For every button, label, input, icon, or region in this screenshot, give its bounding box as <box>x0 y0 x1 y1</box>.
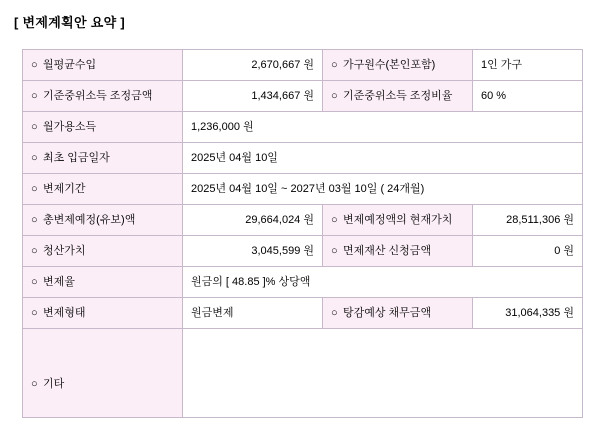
row-value-repayment-period: 2025년 04월 10일 ~ 2027년 03월 10일 ( 24개월) <box>183 174 583 205</box>
row-label-median-income-adjusted <box>23 81 183 112</box>
table-row <box>23 174 583 205</box>
label-text: 변제기간 <box>43 182 86 195</box>
row-label-repayment-period <box>23 174 183 205</box>
label-text: 면제재산 신청금액 <box>343 244 432 257</box>
circle-bullet-icon: ○ <box>31 244 38 257</box>
label-text: 총변제예정(유보)액 <box>43 213 136 226</box>
row-value-expected-forgiven-debt: 31,064,335 원 <box>473 298 583 329</box>
circle-bullet-icon: ○ <box>331 89 338 102</box>
circle-bullet-icon: ○ <box>31 89 38 102</box>
label-text: 청산가치 <box>43 244 86 257</box>
label-text: 기타 <box>43 377 65 390</box>
row-value-median-income-ratio: 60 % <box>473 81 583 112</box>
row-label-monthly-disposable-income <box>23 112 183 143</box>
circle-bullet-icon: ○ <box>31 58 38 71</box>
label-text: 기준중위소득 조정금액 <box>43 89 153 102</box>
row-value-repayment-type: 원금변제 <box>183 298 323 329</box>
circle-bullet-icon: ○ <box>331 58 338 71</box>
circle-bullet-icon: ○ <box>331 213 338 226</box>
row-label-other <box>23 329 183 418</box>
row-value-total-repayment: 29,664,024 원 <box>183 205 323 236</box>
row-label-liquidation-value <box>23 236 183 267</box>
circle-bullet-icon: ○ <box>31 120 38 133</box>
table-row <box>23 112 583 143</box>
label-text: 월가용소득 <box>43 120 97 133</box>
table-row <box>23 143 583 174</box>
circle-bullet-icon: ○ <box>31 306 38 319</box>
row-label-household-size <box>323 50 473 81</box>
table-row <box>23 205 583 236</box>
row-label-total-repayment <box>23 205 183 236</box>
row-label-first-payment-date <box>23 143 183 174</box>
row-value-monthly-income: 2,670,667 원 <box>183 50 323 81</box>
table-row <box>23 236 583 267</box>
table-row <box>23 50 583 81</box>
row-label-repayment-type <box>23 298 183 329</box>
label-text: 가구원수(본인포함) <box>343 58 436 71</box>
row-label-median-income-ratio <box>323 81 473 112</box>
circle-bullet-icon: ○ <box>31 151 38 164</box>
row-value-other <box>183 329 583 418</box>
table-row <box>23 298 583 329</box>
row-value-exempt-property: 0 원 <box>473 236 583 267</box>
row-label-repayment-rate <box>23 267 183 298</box>
summary-table-wrap <box>22 49 586 418</box>
circle-bullet-icon: ○ <box>31 377 38 390</box>
circle-bullet-icon: ○ <box>31 182 38 195</box>
row-value-present-value: 28,511,306 원 <box>473 205 583 236</box>
table-row <box>23 267 583 298</box>
row-value-first-payment-date: 2025년 04월 10일 <box>183 143 583 174</box>
table-row <box>23 81 583 112</box>
row-value-repayment-rate: 원금의 [ 48.85 ]% 상당액 <box>183 267 583 298</box>
label-text: 탕감예상 채무금액 <box>343 306 432 319</box>
label-text: 변제예정액의 현재가치 <box>343 213 453 226</box>
row-label-monthly-income <box>23 50 183 81</box>
row-label-expected-forgiven-debt <box>323 298 473 329</box>
label-text: 기준중위소득 조정비율 <box>343 89 453 102</box>
circle-bullet-icon: ○ <box>31 213 38 226</box>
table-row <box>23 329 583 418</box>
row-value-monthly-disposable-income: 1,236,000 원 <box>183 112 583 143</box>
circle-bullet-icon: ○ <box>331 244 338 257</box>
row-value-household-size: 1인 가구 <box>473 50 583 81</box>
row-value-median-income-adjusted: 1,434,667 원 <box>183 81 323 112</box>
row-value-liquidation-value: 3,045,599 원 <box>183 236 323 267</box>
row-label-present-value <box>323 205 473 236</box>
circle-bullet-icon: ○ <box>31 275 38 288</box>
row-label-exempt-property <box>323 236 473 267</box>
label-text: 변제형태 <box>43 306 86 319</box>
repayment-plan-summary-table <box>22 49 583 418</box>
label-text: 최초 입금일자 <box>43 151 110 164</box>
document-page <box>0 12 600 422</box>
circle-bullet-icon: ○ <box>331 306 338 319</box>
page-title: [ 변제계획안 요약 ] <box>14 15 125 30</box>
label-text: 월평균수입 <box>43 58 97 71</box>
label-text: 변제율 <box>43 275 75 288</box>
